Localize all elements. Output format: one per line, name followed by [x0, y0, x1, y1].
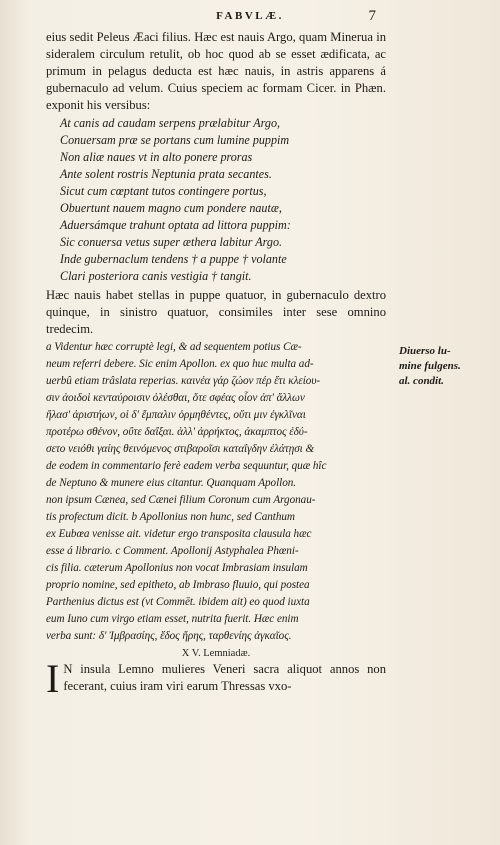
note-line: uerbû etiam trâslata reperias. καινέα γάρ ζώον πέρ ἔτι κλείου-	[46, 375, 321, 387]
margin-note-line: mine fulgens.	[399, 360, 461, 372]
margin-note-line: Diuerso lu-	[399, 345, 451, 357]
running-title: FABVLÆ.	[216, 10, 284, 22]
section-heading: X V. Lemniadæ.	[181, 648, 251, 659]
note-line: proprio nomine, sed epitheto, ab Imbraso fluuio, qui postea	[46, 579, 310, 591]
main-text-column	[46, 29, 386, 701]
note-line: de eodem in commentario ferè eadem verba sequuntur, quæ hîc	[46, 460, 327, 472]
paragraph-stars: Hæc nauis habet stellas in puppe quatuor, in gubernaculo dextro quinque, in sinistro quatuor, consimiles inter sese omnino tredecim.	[46, 288, 386, 336]
note-line: σετο νειόθι γαίης θεινόμενος στιβαροῖσι καταΐγδην ἐλάτῃσι &	[46, 443, 315, 455]
verse-line: Conuersam præ se portans cum lumine puppim	[60, 133, 290, 147]
verse-line: Sicut cum cœptant tutos contingere portus,	[60, 184, 267, 198]
note-line: eum Iuno cum virgo etiam esset, nutrita fuerit. Hæc enim	[46, 613, 299, 625]
margin-note-line: al. condit.	[399, 375, 444, 387]
running-head	[0, 8, 500, 28]
note-line: non ipsum Cænea, sed Cænei filium Coronum cum Argonau-	[46, 494, 316, 506]
margin-note	[399, 344, 491, 389]
verse-line: Clari posteriora canis vestigia † tangit.	[60, 269, 252, 283]
verse-line: Non aliæ naues vt in alto ponere proras	[60, 150, 253, 164]
note-line: esse á librario. c Comment. Apollonij Astyphalea Phœni-	[46, 545, 299, 557]
verse-line: At canis ad caudam serpens prælabitur Argo,	[60, 116, 281, 130]
note-line: neum referri debere. Sic enim Apollon. ex quo huc multa ad-	[46, 358, 314, 370]
verse-line: Aduersámque trahunt optata ad littora puppim:	[60, 218, 291, 232]
page-number: 7	[368, 8, 376, 24]
note-line: tis profectum dicit. b Apollonius non hunc, sed Canthum	[46, 511, 295, 523]
cicero-verse-block	[46, 115, 386, 285]
verse-line: Ante solent rostris Neptunia prata secantes.	[60, 167, 272, 181]
note-line: cis filia. cæterum Apollonius non vocat Imbrasiam insulam	[46, 562, 308, 574]
note-line: verba sunt: δ' Ἰμβρασίης, ἕδος ἥρης, ταρθενίης ἀγκαῖος.	[46, 630, 292, 642]
paragraph-argo-description: eius sedit Peleus Æaci filius. Hæc est nauis Argo, quam Minerua in sideralem circulum retulit, ob hoc quod ab se esset ædificata, ac primum in pelagus deducta est hæc nauis, in astris apparens á gubernaculo ad velum. Cuius speciem ac formam Cicer. in Phæn. exponit his versibus:	[46, 30, 386, 112]
drop-cap: I	[46, 656, 60, 701]
note-line: σιν ἀοιδοὶ κενταύροισιν ὀλέσθαι, ὅτε σφέας οἶον ἀπ' ἄλλων	[46, 392, 305, 404]
note-line: Parthenius dictus est (vt Commēt. ibidem ait) eo quod iuxta	[46, 596, 310, 608]
note-line: προτέρω σθένον, οὔτε δαΐξαι. ἀλλ' ἀρρήκτος, ἀκαμπτος ἐδύ-	[46, 426, 308, 438]
note-line: ex Eubœa venisse ait. videtur ergo transposita clausula hæc	[46, 528, 312, 540]
note-line: ἤλασ' ἀριστήων, οἱ δ' ἔμπαλιν ὁρμηθέντες, οὔτι μιν ἐγκλῖναι	[46, 409, 306, 421]
paragraph-lemniadae	[46, 656, 386, 701]
verse-line: Obuertunt nauem magno cum pondere nautæ,	[60, 201, 282, 215]
annotation-notes	[46, 339, 386, 645]
paragraph-lemniadae-text: N insula Lemno mulieres Veneri sacra aliquot annos non fecerant, cuius iram viri earum Thressas vxo-	[63, 662, 386, 693]
note-line: a Videntur hæc corruptè legi, & ad sequentem potius Cæ-	[46, 341, 302, 353]
note-line: de Neptuno & munere eius citantur. Quanquam Apollon.	[46, 477, 297, 489]
verse-line: Sic conuersa vetus super æthera labitur Argo.	[60, 235, 283, 249]
verse-line: Inde gubernaclum tendens † a puppe † volante	[60, 252, 287, 266]
